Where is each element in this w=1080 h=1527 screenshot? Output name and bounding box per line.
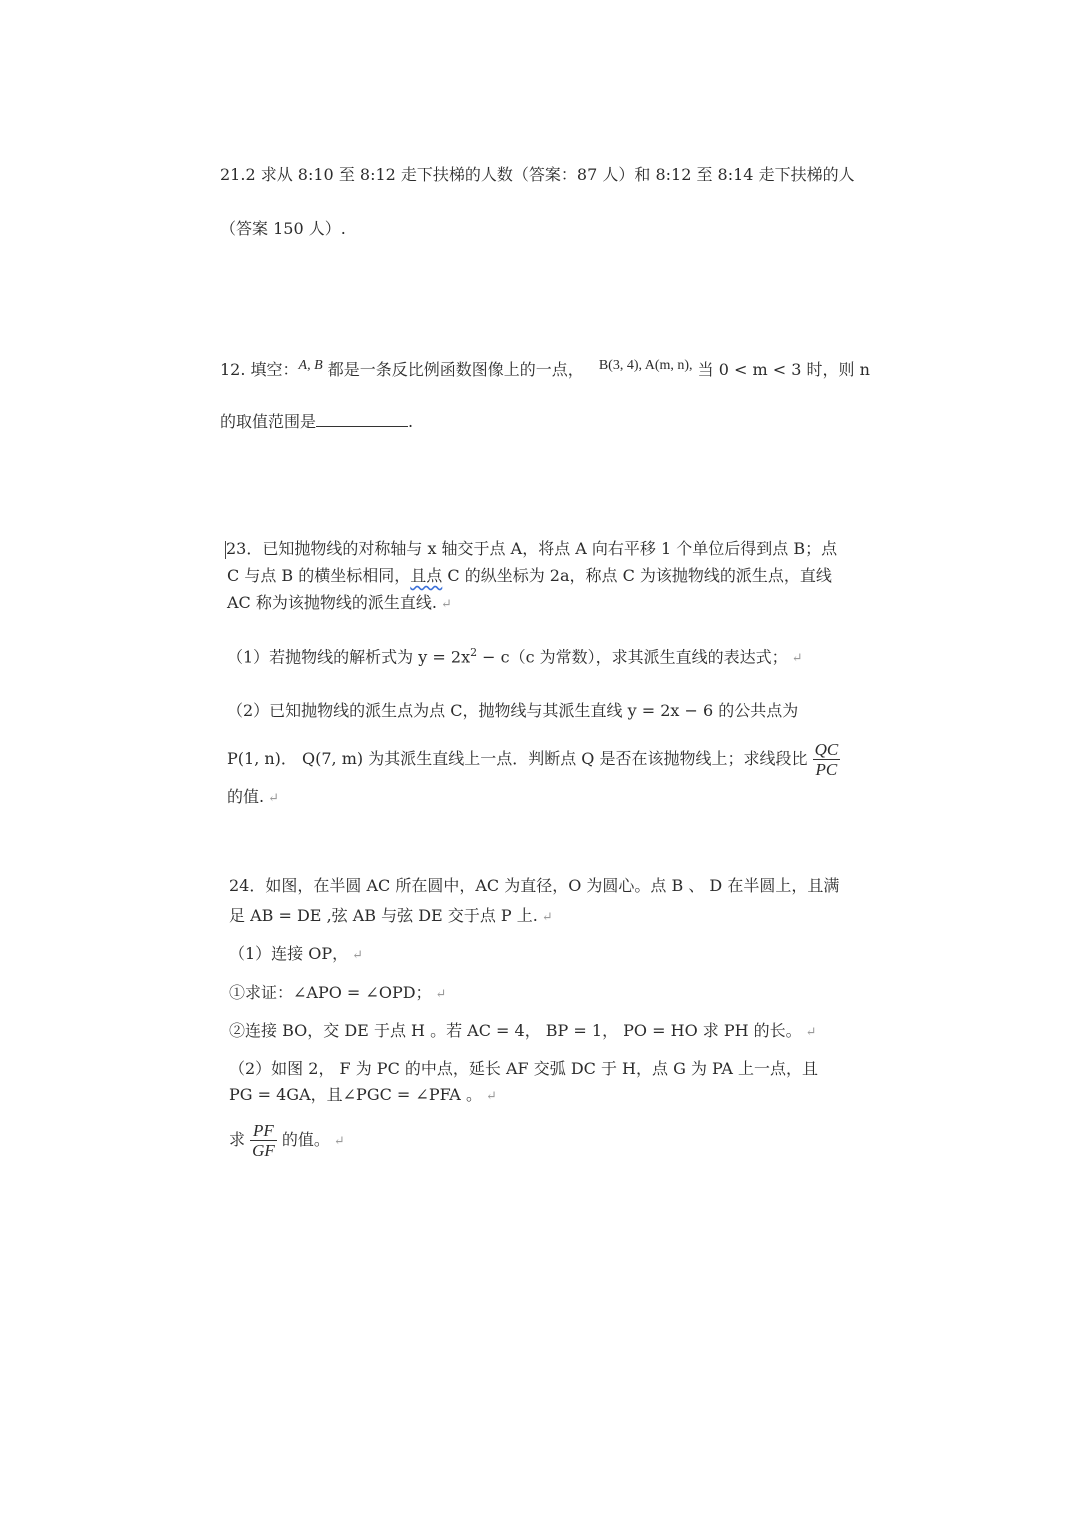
q23-part-2-line-2 [227,740,840,779]
q23-text-2a: C 与点 B 的横坐标相同， [227,566,411,585]
q21-line-2: （答案 150 人）. [220,219,346,238]
q23-part2-text: P(1, n)． Q(7, m) 为其派生直线上一点．判断点 Q 是否在该抛物线上；求线段比 [227,749,808,768]
q24-sub-2: （2）如图 2， F 为 PC 的中点，延长 AF 交弧 DC 于 H，点 G 为 PA 上一点，且 [229,1059,818,1078]
q24-line-2 [229,904,553,930]
q24-sub3-pre: 求 [229,1130,246,1149]
q12-points: B(3, 4), A(m, n), [598,358,693,373]
fraction-denominator: PC [815,760,838,779]
return-mark: ↵ [435,987,447,1002]
q23-line-3 [227,591,452,617]
q23-part-2: （2）已知抛物线的派生点为点 C，抛物线与其派生直线 y = 2x − 6 的公共点为 [227,701,799,720]
q23-text-2c: C 的纵坐标为 2a，称点 C 为该抛物线的派生点，直线 [442,566,832,585]
q24-sub2b-text: PG = 4GA，且∠PGC = ∠PFA 。 [229,1085,482,1104]
return-mark: ↵ [440,597,452,612]
q23-grammar-flag: 且点 [410,566,443,585]
q12-text-2: 当 0 < m < 3 时，则 n [692,360,870,379]
q24-sub-1a [229,981,446,1007]
return-mark: ↵ [541,910,553,925]
q24-line-1: 24．如图，在半圆 AC 所在圆中，AC 为直径，O 为圆心。点 B 、 D 在半圆上，且满 [229,876,840,895]
q12-line-1 [220,358,870,384]
q24-sub1a-text: ①求证：∠APO = ∠OPD； [229,983,432,1002]
q23-part1-b: − c（c 为常数），求其派生直线的表达式； [477,647,788,667]
answer-blank [316,410,408,427]
q12-line2-prefix: 的取值范围是 [220,412,317,431]
q24-sub1b-text: ②连接 BO，交 DE 于点 H 。若 AC = 4， BP = 1， PO = HO 求 PH 的长。 [229,1021,802,1040]
q23-part-1 [227,641,803,671]
q23-part1-a: （1）若抛物线的解析式为 y = 2x [227,647,471,667]
q23-part-2-line-3 [227,785,279,811]
q12-label: 12. 填空： [220,360,299,379]
fraction-numerator: PF [250,1121,277,1141]
q23-part1-exp: 2 [470,646,478,659]
return-mark: ↵ [805,1025,817,1040]
q24-sub-1b [229,1019,817,1045]
q24-sub3-post: 的值。 [281,1130,330,1149]
return-mark: ↵ [333,1134,345,1149]
q21-line-1: 21.2 求从 8:10 至 8:12 走下扶梯的人数（答案：87 人）和 8:12 至 8:14 走下扶梯的人 [220,165,855,184]
q12-text-1: 都是一条反比例函数图像上的一点， [322,360,584,379]
return-mark: ↵ [485,1089,497,1104]
q12-line-2 [220,410,413,434]
q24-text-2: 足 AB = DE ,弦 AB 与弦 DE 交于点 P 上. [229,906,538,925]
fraction-qc-pc [813,740,841,779]
q24-sub1-text: （1）连接 OP， [229,944,349,963]
return-mark: ↵ [791,651,803,667]
q23-text-1: 23．已知抛物线的对称轴与 x 轴交于点 A，将点 A 向右平移 1 个单位后得到点 B；点 [226,539,838,558]
q23-part2-end: 的值. [227,787,265,806]
q23-text-3: AC 称为该抛物线的派生直线. [227,593,437,612]
q24-sub-2-line-2 [229,1083,497,1109]
fraction-denominator: GF [252,1141,275,1160]
q12-line2-suffix: . [408,412,414,431]
q12-ab: A, B [298,358,323,373]
q23-line-1 [225,537,837,561]
return-mark: ↵ [268,791,279,806]
fraction-pf-gf [250,1121,277,1160]
return-mark: ↵ [352,948,364,963]
q23-line-2 [227,564,832,588]
q24-sub-3 [229,1121,345,1160]
q24-sub-1 [229,942,363,968]
fraction-numerator: QC [814,740,839,759]
